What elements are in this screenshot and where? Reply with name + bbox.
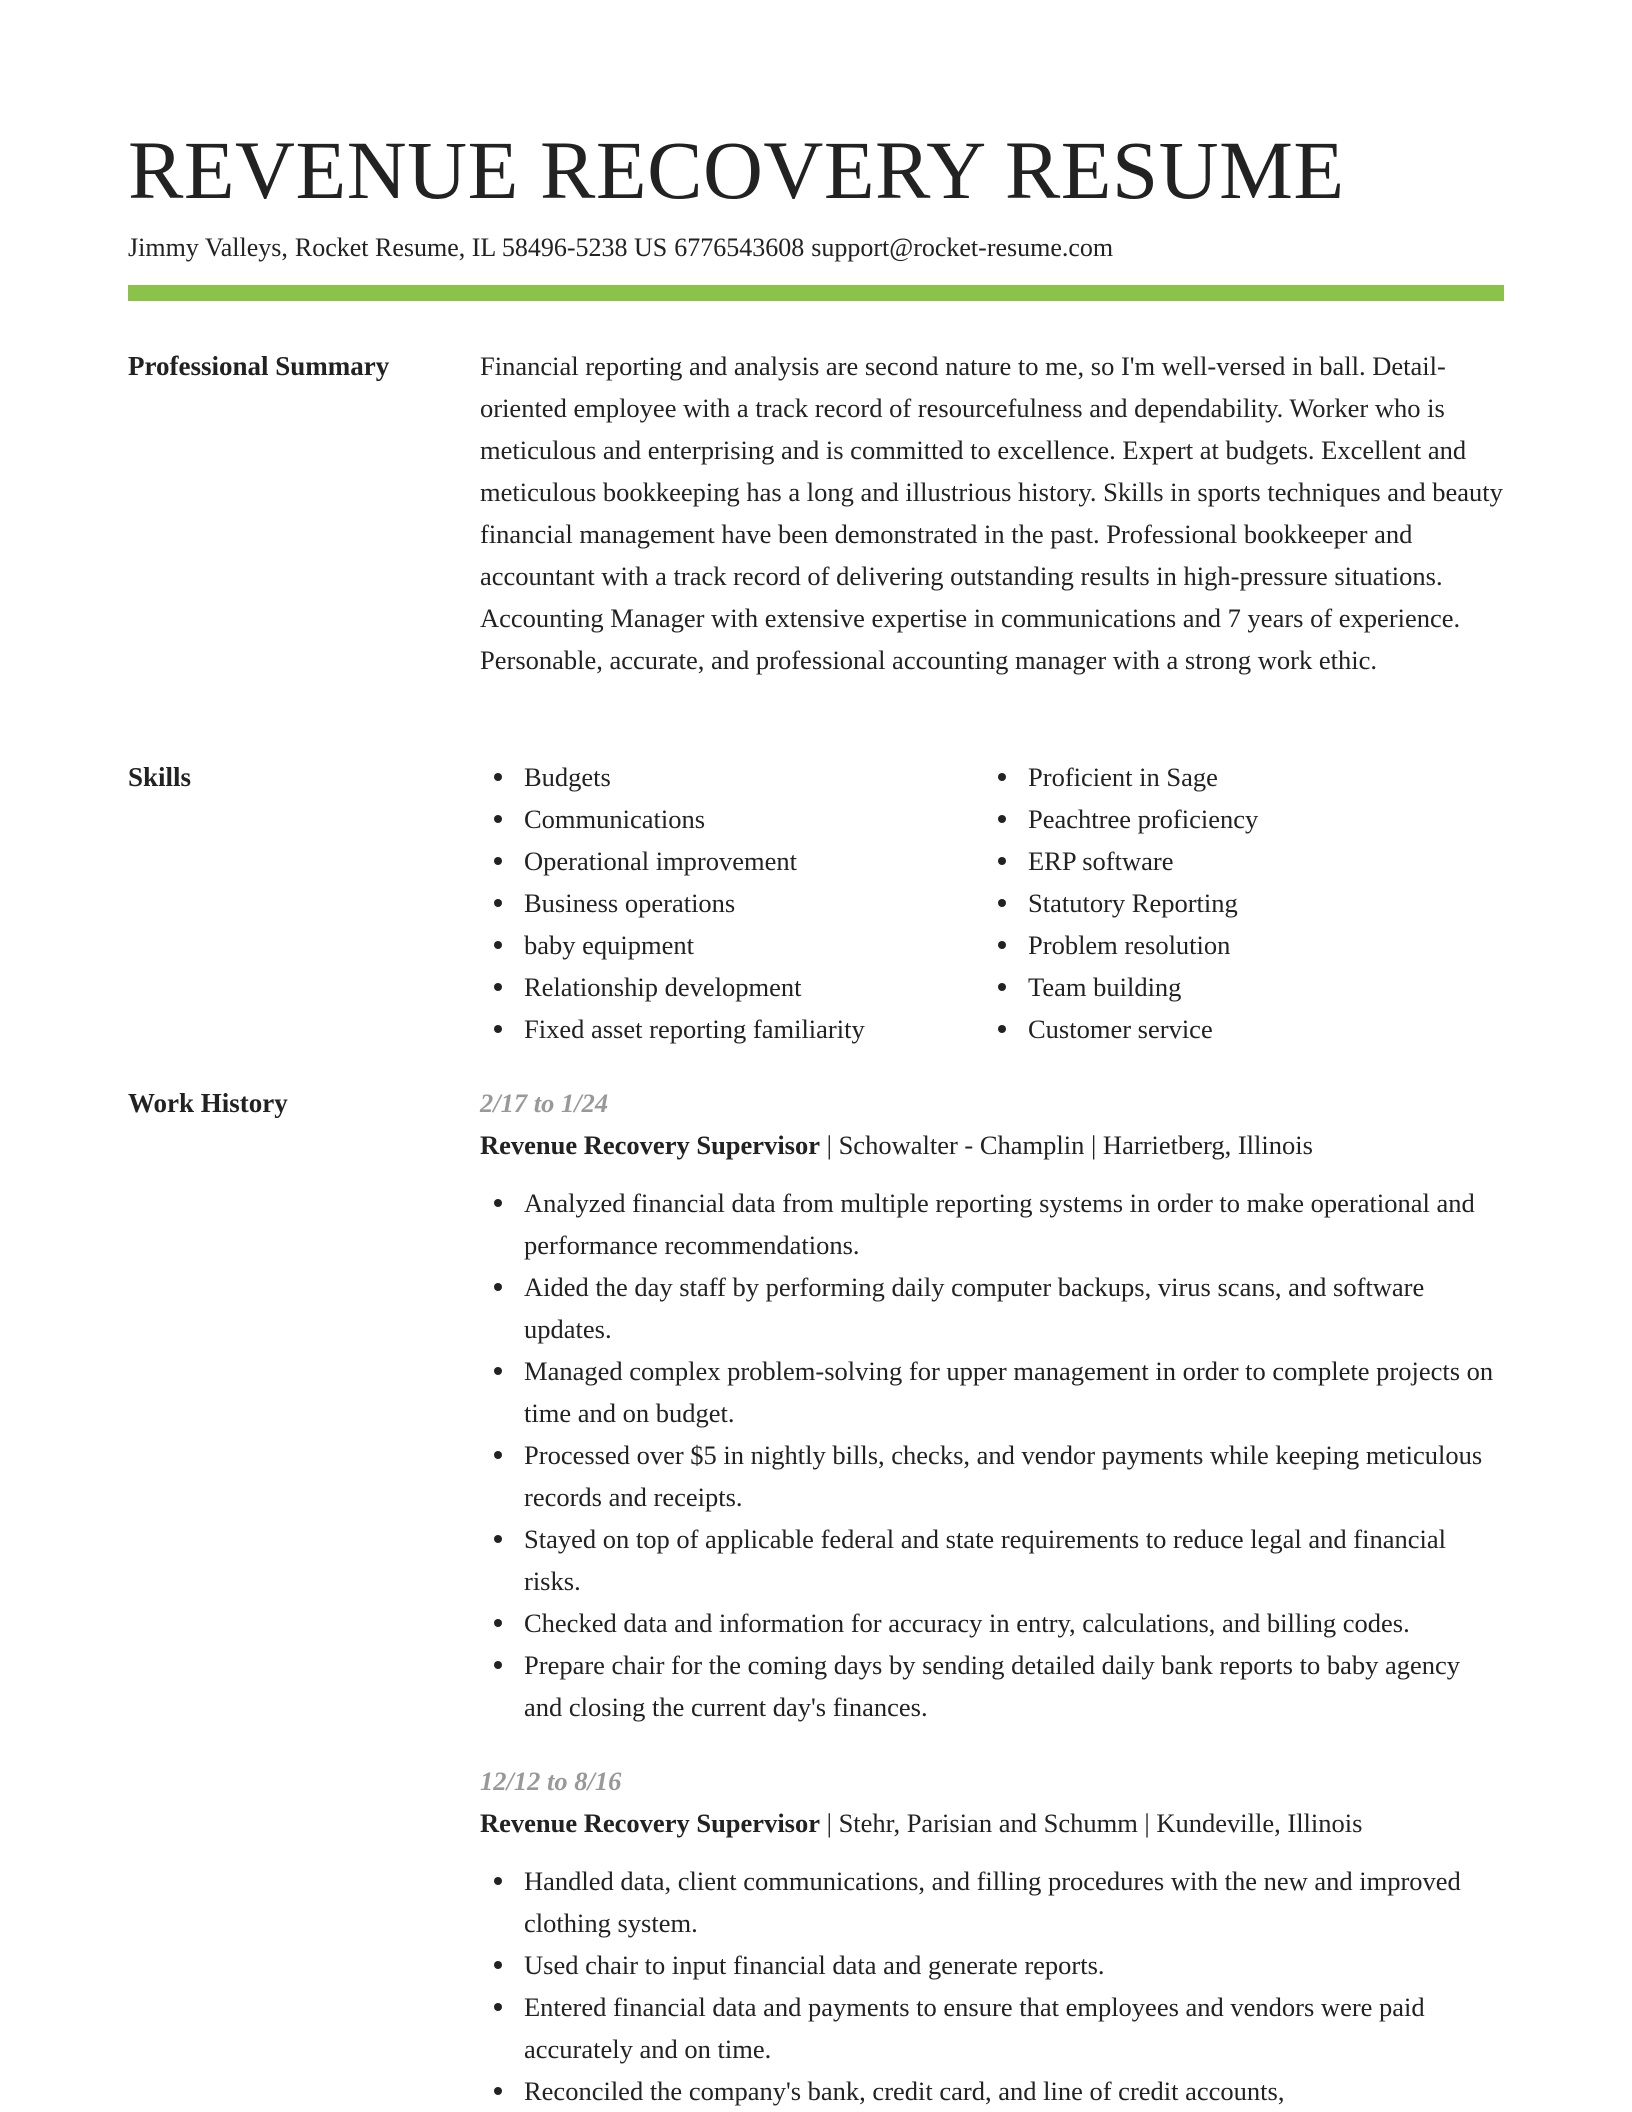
- skill-item: baby equipment: [480, 924, 984, 966]
- summary-body: [480, 345, 1504, 681]
- job-entry: [480, 1082, 1504, 1728]
- job-details: | Schowalter - Champlin | Harrietberg, Illinois: [820, 1130, 1313, 1160]
- skill-item: Proficient in Sage: [984, 756, 1488, 798]
- skill-item: Customer service: [984, 1008, 1488, 1050]
- job-duties: [480, 1860, 1504, 2112]
- skill-item: Statutory Reporting: [984, 882, 1488, 924]
- job-title: Revenue Recovery Supervisor: [480, 1808, 821, 1838]
- skills-heading: Skills: [128, 762, 192, 792]
- skill-item: Fixed asset reporting familiarity: [480, 1008, 984, 1050]
- duty-item: Managed complex problem-solving for upper management in order to complete projects on time and on budget.: [480, 1350, 1504, 1434]
- skill-item: ERP software: [984, 840, 1488, 882]
- skill-item: Peachtree proficiency: [984, 798, 1488, 840]
- job-title: Revenue Recovery Supervisor: [480, 1130, 821, 1160]
- job-dates: 12/12 to 8/16: [480, 1766, 622, 1796]
- duty-item: Used chair to input financial data and generate reports.: [480, 1944, 1504, 1986]
- summary-text: Financial reporting and analysis are second nature to me, so I'm well-versed in ball. Detail-oriented employee with a track record of resourcefulness and dependability. Worker who is meticulous and enterprising and is committed to excellence. Expert at budgets. Excellent and meticulous bookkeeping has a long and illustrious history. Skills in sports techniques and beauty financial management have been demonstrated in the past. Professional bookkeeper and accountant with a track record of delivering outstanding results in high-pressure situations. Accounting Manager with extensive expertise in communications and 7 years of experience. Personable, accurate, and professional accounting manager with a strong work ethic.: [480, 351, 1503, 675]
- skill-item: Budgets: [480, 756, 984, 798]
- duty-item: Checked data and information for accuracy in entry, calculations, and billing codes.: [480, 1602, 1504, 1644]
- skill-item: Business operations: [480, 882, 984, 924]
- resume-title: REVENUE RECOVERY RESUME: [128, 124, 1345, 216]
- duty-item: Reconciled the company's bank, credit card, and line of credit accounts,: [480, 2070, 1504, 2112]
- summary-heading: Professional Summary: [128, 351, 390, 381]
- job-dates: 2/17 to 1/24: [480, 1088, 609, 1118]
- work-history-body: [480, 1082, 1504, 2112]
- skills-list-right: [984, 756, 1488, 1050]
- duty-item: Aided the day staff by performing daily computer backups, virus scans, and software updates.: [480, 1266, 1504, 1350]
- duty-item: Analyzed financial data from multiple reporting systems in order to make operational and performance recommendations.: [480, 1182, 1504, 1266]
- duty-item: Stayed on top of applicable federal and state requirements to reduce legal and financial risks.: [480, 1518, 1504, 1602]
- job-details: | Stehr, Parisian and Schumm | Kundeville, Illinois: [820, 1808, 1363, 1838]
- contact-address: Rocket Resume, IL 58496-5238 US: [294, 233, 668, 262]
- job-heading: [480, 1124, 1504, 1166]
- contact-line: [128, 230, 1113, 266]
- job-duties: [480, 1182, 1504, 1728]
- contact-name: Jimmy Valleys,: [128, 233, 288, 262]
- skill-item: Communications: [480, 798, 984, 840]
- header-divider: [128, 285, 1504, 301]
- job-entry: [480, 1760, 1504, 2112]
- duty-item: Processed over $5 in nightly bills, checks, and vendor payments while keeping meticulous records and receipts.: [480, 1434, 1504, 1518]
- job-heading: [480, 1802, 1504, 1844]
- skill-item: Operational improvement: [480, 840, 984, 882]
- skill-item: Problem resolution: [984, 924, 1488, 966]
- skills-list-left: [480, 756, 984, 1050]
- contact-email[interactable]: support@rocket-resume.com: [811, 233, 1114, 262]
- skill-item: Relationship development: [480, 966, 984, 1008]
- duty-item: Prepare chair for the coming days by sending detailed daily bank reports to baby agency and closing the current day's finances.: [480, 1644, 1504, 1728]
- duty-item: Handled data, client communications, and filling procedures with the new and improved clothing system.: [480, 1860, 1504, 1944]
- skill-item: Team building: [984, 966, 1488, 1008]
- skills-body: [480, 756, 1504, 1050]
- work-history-heading: Work History: [128, 1088, 288, 1118]
- duty-item: Entered financial data and payments to ensure that employees and vendors were paid accurately and on time.: [480, 1986, 1504, 2070]
- contact-phone: 6776543608: [674, 233, 805, 262]
